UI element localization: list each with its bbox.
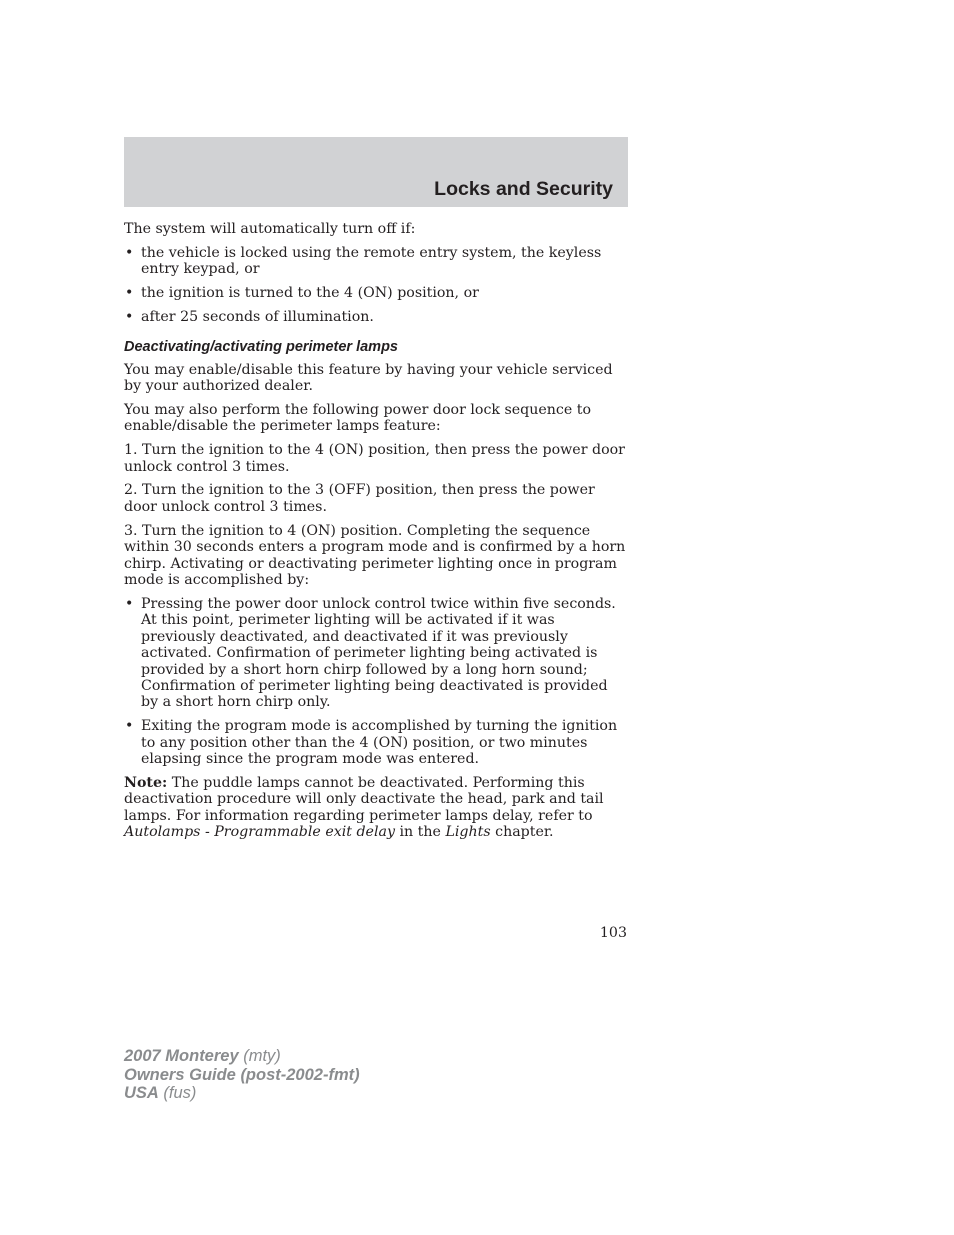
footer-line-model: 2007 Monterey (mty) xyxy=(124,1047,281,1065)
intro-text: The system will automatically turn off if: xyxy=(124,221,416,237)
section-heading: Deactivating/activating perimeter lamps xyxy=(124,338,398,355)
section-header-band xyxy=(124,137,628,207)
list-item: • Exiting the program mode is accomplished by turning the ignition to any position other than the 4 (ON) position, or two minutes elapsing since the program mode was entered. xyxy=(125,718,618,768)
reference-lights: Lights xyxy=(445,824,491,841)
page-content xyxy=(124,221,628,848)
step-2: 2. Turn the ignition to the 3 (OFF) position, then press the power door unlock control 3 times. xyxy=(124,482,595,515)
bullet-icon: • xyxy=(125,309,134,326)
list-item: • after 25 seconds of illumination. xyxy=(125,309,374,326)
step-1: 1. Turn the ignition to the 4 (ON) position, then press the power door unlock control 3 times. xyxy=(124,442,625,475)
section-title: Locks and Security xyxy=(434,178,613,200)
reference-autolamps: Autolamps - Programmable exit delay xyxy=(124,824,395,841)
note-paragraph: Note: The puddle lamps cannot be deactivated. Performing this deactivation procedure will only deactivate the head, park and tail lamps. For information regarding perimeter lamps delay, refer to Autolamps - Programmable exit delay in the Lights chapter. xyxy=(124,774,604,841)
step-3: 3. Turn the ignition to 4 (ON) position. Completing the sequence within 30 seconds enters a program mode and is confirmed by a horn chirp. Activating or deactivating perimeter lighting once in program mode is accomplished by: xyxy=(124,522,626,588)
footer-line-market: USA (fus) xyxy=(124,1084,197,1102)
auto-off-list xyxy=(124,245,628,326)
bullet-icon: • xyxy=(125,595,134,612)
document-footer xyxy=(124,1047,360,1103)
page-number: 103 xyxy=(599,925,627,941)
footer-line-guide: Owners Guide (post-2002-fmt) xyxy=(124,1065,360,1084)
paragraph-dealer: You may enable/disable this feature by having your vehicle serviced by your authorized dealer. xyxy=(124,361,613,394)
list-item: • the ignition is turned to the 4 (ON) position, or xyxy=(125,285,479,302)
bullet-icon: • xyxy=(125,718,134,735)
bullet-icon: • xyxy=(125,244,134,261)
program-mode-list xyxy=(124,596,628,768)
list-item: • Pressing the power door unlock control twice within five seconds. At this point, perimeter lighting will be activated if it was previously deactivated, and deactivated if it was previously activated. Confirmation of perimeter lighting being activated is provided by a short horn chirp followed by a long horn sound; Confirmation of perimeter lighting being deactivated is provided by a short horn chirp only. xyxy=(125,595,616,711)
note-label: Note: xyxy=(124,774,168,791)
bullet-icon: • xyxy=(125,285,134,302)
paragraph-sequence-intro: You may also perform the following power door lock sequence to enable/disable the perimeter lamps feature: xyxy=(124,401,592,435)
list-item: • the vehicle is locked using the remote entry system, the keyless entry keypad, or xyxy=(125,244,602,278)
